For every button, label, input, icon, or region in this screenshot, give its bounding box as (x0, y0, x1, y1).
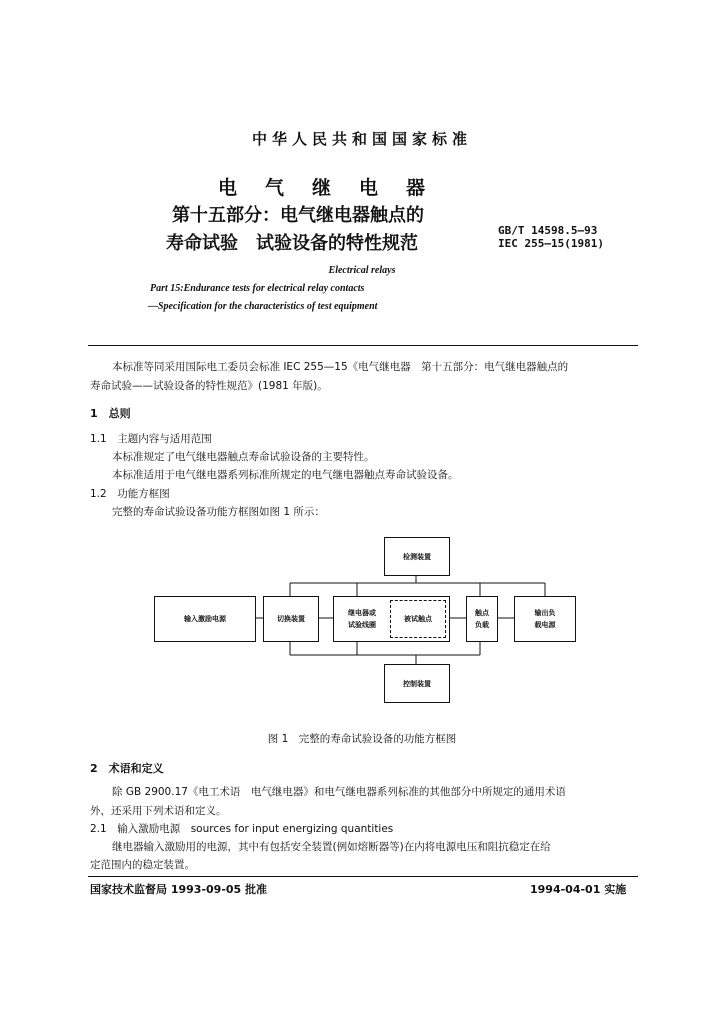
contact-load-line-2: 负载 (475, 621, 489, 629)
national-standard-heading: 中华人民共和国国家标准 (251, 130, 472, 148)
contact-under-test-box (390, 600, 446, 638)
relay-label-line-1: 继电器或 (348, 609, 376, 617)
effective-date: 1994-04-01 实施 (530, 883, 627, 896)
input-supply-box (154, 596, 256, 642)
relay-label-line-2: 试验线圈 (348, 621, 376, 629)
output-supply-line-1: 输出负 (534, 609, 556, 617)
output-supply-line-2: 载电源 (534, 621, 556, 629)
english-title-1: Electrical relays (328, 265, 396, 276)
english-title-2: Part 15:Endurance tests for electrical relay contacts (150, 283, 365, 294)
footer-divider (88, 876, 638, 877)
english-title-3: —Specification for the characteristics of test equipment (148, 301, 378, 312)
input-supply-label: 输入激励电源 (184, 615, 226, 623)
approval-date: 国家技术监督局 1993-09-05 批准 (90, 883, 268, 896)
section-1-1-para-1: 本标准规定了电气继电器触点寿命试验设备的主要特性。 (112, 451, 375, 463)
control-device-box (384, 664, 450, 703)
iec-number: IEC 255—15(1981) (498, 237, 604, 250)
section-2-1-para-line-1: 继电器输入激励用的电源，其中有包括安全装置(例如熔断器等)在内将电源电压和阻抗稳定在给 (112, 841, 551, 853)
title-line-3: 寿命试验 试验设备的特性规范 (166, 233, 418, 254)
section-2-heading: 2 术语和定义 (90, 762, 164, 775)
section-2-1-heading: 2.1 输入激励电源 sources for input energizing quantities (90, 823, 394, 835)
title-line-2: 第十五部分：电气继电器触点的 (172, 205, 424, 226)
switch-device-box (263, 596, 319, 642)
title-line-1: 电气继电器 (218, 177, 454, 199)
section-1-2-para-1: 完整的寿命试验设备功能方框图如图 1 所示： (112, 506, 325, 518)
section-2-1-para-line-2: 定范围内的稳定装置。 (90, 859, 195, 871)
section-2-para-line-1: 除 GB 2900.17《电工术语 电气继电器》和电气继电器系列标准的其他部分中所规定的通用术语 (112, 786, 566, 798)
standard-number: GB/T 14598.5—93 (498, 224, 598, 237)
detect-device-label: 检测装置 (403, 552, 431, 561)
intro-line-2: 寿命试验——试验设备的特性规范》(1981 年版)。 (90, 380, 328, 392)
detect-device-box (384, 537, 450, 576)
output-supply-box (514, 596, 576, 642)
control-device-label: 控制装置 (403, 679, 431, 688)
section-1-heading: 1 总则 (90, 407, 131, 420)
intro-line-1: 本标准等同采用国际电工委员会标准 IEC 255—15《电气继电器 第十五部分：电气继电器触点的 (112, 361, 569, 373)
figure-caption: 图 1 完整的寿命试验设备的功能方框图 (267, 733, 457, 745)
section-1-2-heading: 1.2 功能方框图 (90, 488, 170, 500)
contact-load-box (466, 596, 498, 642)
section-2-para-line-2: 外，还采用下列术语和定义。 (90, 805, 227, 817)
section-1-1-heading: 1.1 主题内容与适用范围 (90, 433, 212, 445)
contact-load-line-1: 触点 (475, 609, 489, 617)
contact-under-test-label: 被试触点 (404, 615, 432, 623)
section-1-1-para-2: 本标准适用于电气继电器系列标准所规定的电气继电器触点寿命试验设备。 (112, 469, 459, 481)
switch-device-label: 切换装置 (277, 615, 305, 623)
